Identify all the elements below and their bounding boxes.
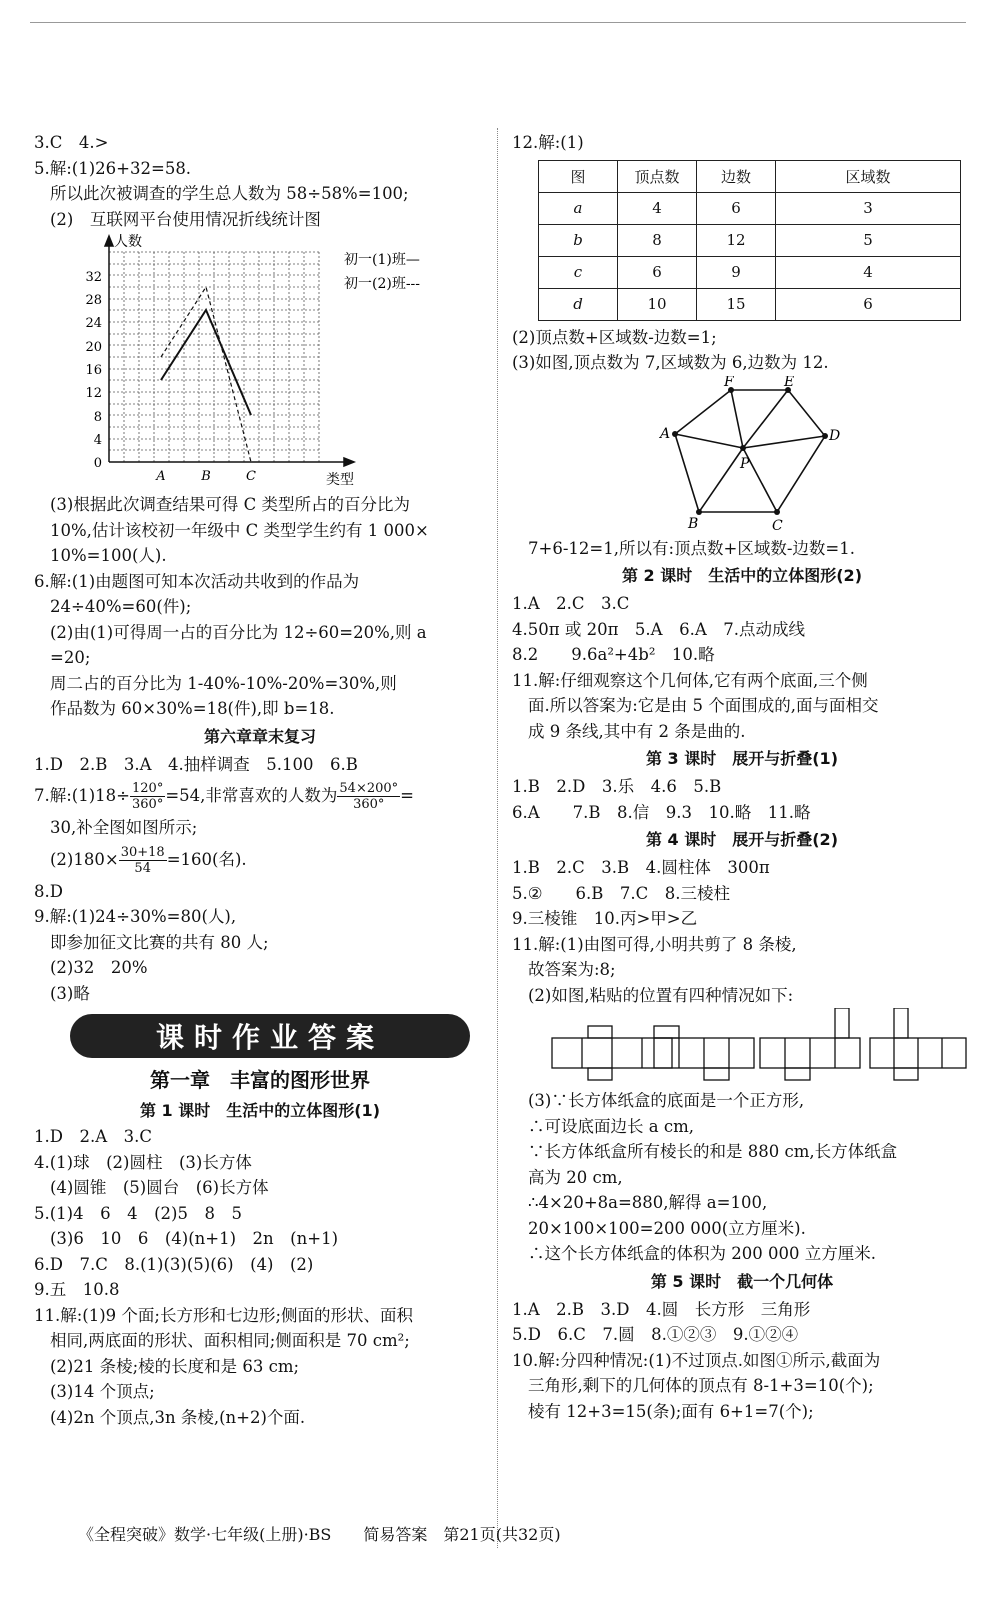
answer-line: 8.D xyxy=(34,881,63,901)
x-tick-label: A xyxy=(156,469,166,484)
answer-line: 所以此次被调查的学生总人数为 58÷58%=100; xyxy=(50,184,409,203)
y-tick-labels xyxy=(85,270,102,471)
answer-line: 6.解:(1)由题图可知本次活动共收到的作品为 xyxy=(34,571,360,591)
answer-line: 周二占的百分比为 1-40%-10%-20%=30%,则 xyxy=(50,673,397,693)
answer-line: 1.A 2.B 3.D 4.圆 长方形 三角形 xyxy=(512,1299,811,1319)
y-tick-label: 24 xyxy=(85,316,102,331)
answer-line: 24÷40%=60(件); xyxy=(50,597,192,616)
left-column xyxy=(34,130,486,1430)
text: = xyxy=(400,786,414,805)
column-divider xyxy=(497,128,498,1548)
answer-table xyxy=(538,160,961,321)
vertex-label: F xyxy=(724,375,734,390)
legend-class1: 初一(1)班— xyxy=(344,252,420,268)
y-axis-label: 人数 xyxy=(114,234,142,250)
answer-line: 1.B 2.C 3.B 4.圆柱体 300π xyxy=(512,858,770,877)
answer-line: 12.解:(1) xyxy=(512,133,584,152)
answer-line: 9.五 10.8 xyxy=(34,1280,120,1299)
text: 7.解:(1)18÷ xyxy=(34,786,130,805)
answer-line: ∴这个长方体纸盒的体积为 200 000 立方厘米. xyxy=(528,1244,876,1263)
answer-line: 即参加征文比赛的共有 80 人; xyxy=(50,932,269,952)
answer-line: 3.C 4.> xyxy=(34,133,109,152)
right-column xyxy=(512,130,972,1424)
answer-line-fraction xyxy=(34,841,486,879)
answer-line: (2)21 条棱;棱的长度和是 63 cm; xyxy=(50,1356,300,1376)
answer-line: 10.解:分四种情况:(1)不过顶点.如图①所示,截面为 xyxy=(512,1350,881,1370)
table-cell: 15 xyxy=(697,288,776,320)
table-header: 区域数 xyxy=(776,160,961,192)
text: =54,非常喜欢的人数为 xyxy=(165,786,338,805)
answer-line: 10%,估计该校初一年级中 C 类型学生约有 1 000× xyxy=(50,520,429,540)
table-cell: 10 xyxy=(618,288,697,320)
answer-line: =20; xyxy=(50,648,91,667)
answer-line: 9.三棱锥 10.丙>甲>乙 xyxy=(512,909,698,928)
x-tick-label: B xyxy=(201,469,211,484)
page-footer: 《全程突破》数学·七年级(上册)·BS 简易答案 第21页(共32页) xyxy=(78,1525,561,1544)
answer-line: 20×100×100=200 000(立方厘米). xyxy=(528,1218,806,1238)
answer-line: 作品数为 60×30%=18(件),即 b=18. xyxy=(50,699,335,718)
y-tick-label: 0 xyxy=(93,456,102,471)
answer-line: 4.(1)球 (2)圆柱 (3)长方体 xyxy=(34,1152,252,1172)
answer-line: 4.50π 或 20π 5.A 6.A 7.点动成线 xyxy=(512,619,805,639)
answer-line: (2)如图,粘贴的位置有四种情况如下: xyxy=(528,985,794,1005)
denominator: 54 xyxy=(134,860,151,876)
answer-line: (2)32 20% xyxy=(50,958,148,977)
table-row xyxy=(539,288,961,320)
table-header: 图 xyxy=(539,160,618,192)
fraction xyxy=(119,845,167,876)
answer-line: ∴4×20+8a=880,解得 a=100, xyxy=(528,1193,768,1212)
answer-line: (3)根据此次调查结果可得 C 类型所占的百分比为 xyxy=(50,495,410,514)
answer-line: 三角形,剩下的几何体的顶点有 8-1+3=10(个); xyxy=(528,1376,874,1395)
answer-line: 高为 20 cm, xyxy=(528,1167,623,1187)
vertex-label: P xyxy=(740,455,750,472)
answer-line: 5.② 6.B 7.C 8.三棱柱 xyxy=(512,883,731,903)
y-tick-label: 28 xyxy=(85,293,102,308)
vertex-label: C xyxy=(772,517,783,534)
line-chart xyxy=(64,232,484,492)
hexagon-figure xyxy=(512,376,972,536)
answer-line: 11.解:(1)由图可得,小明共剪了 8 条棱, xyxy=(512,934,797,954)
chapter-title: 第一章 丰富的图形世界 xyxy=(150,1068,370,1092)
table-cell: 9 xyxy=(697,256,776,288)
section-title: 第 4 课时 展开与折叠(2) xyxy=(645,830,839,849)
answer-line: ∴可设底面边长 a cm, xyxy=(528,1116,694,1136)
answer-line: 11.解:(1)9 个面;长方形和七边形;侧面的形状、面积 xyxy=(34,1305,414,1325)
numerator: 54×200° xyxy=(339,781,399,796)
answer-line: 10%=100(人). xyxy=(50,546,167,565)
answer-line: (3)6 10 6 (4)(n+1) 2n (n+1) xyxy=(50,1229,339,1248)
table-row xyxy=(539,224,961,256)
answer-line: 1.D 2.A 3.C xyxy=(34,1127,152,1146)
section-title: 第 1 课时 生活中的立体图形(1) xyxy=(139,1101,381,1120)
legend-class2: 初一(2)班--- xyxy=(344,276,421,292)
y-tick-label: 20 xyxy=(85,340,102,355)
fraction xyxy=(337,781,400,812)
answer-line: 30,补全图如图所示; xyxy=(50,818,198,837)
chart-caption: (2) 互联网平台使用情况折线统计图 xyxy=(50,209,321,229)
table-cell: 12 xyxy=(697,224,776,256)
series-class1-line xyxy=(161,310,251,415)
section-title: 第 5 课时 截一个几何体 xyxy=(650,1271,834,1291)
table-cell: a xyxy=(539,192,618,224)
answer-line: 1.D 2.B 3.A 4.抽样调查 5.100 6.B xyxy=(34,754,358,774)
table-row xyxy=(539,256,961,288)
answer-line: 5.解:(1)26+32=58. xyxy=(34,158,192,178)
table-cell: 5 xyxy=(776,224,961,256)
answer-line: 11.解:仔细观察这个几何体,它有两个底面,三个侧 xyxy=(512,670,868,690)
text: (2)180× xyxy=(50,849,119,869)
y-tick-label: 4 xyxy=(93,433,102,448)
answer-line: (2)由(1)可得周一占的百分比为 12÷60=20%,则 a xyxy=(50,622,427,642)
answer-line: 成 9 条线,其中有 2 条是曲的. xyxy=(528,721,746,741)
y-tick-label: 16 xyxy=(85,363,102,378)
vertex-label: D xyxy=(829,427,841,444)
answer-line: (4)2n 个顶点,3n 条棱,(n+2)个面. xyxy=(50,1407,306,1427)
table-cell: 6 xyxy=(776,288,961,320)
numerator: 120° xyxy=(132,781,164,796)
series-class2-line xyxy=(161,287,251,462)
chart-axes xyxy=(105,236,354,466)
answer-line: 5.(1)4 6 4 (2)5 8 5 xyxy=(34,1203,242,1223)
answer-line: (3)如图,顶点数为 7,区域数为 6,边数为 12. xyxy=(512,353,829,372)
box-nets-figure xyxy=(512,1008,972,1088)
vertex-label: A xyxy=(660,425,671,442)
x-tick-labels xyxy=(155,469,256,484)
table-header: 边数 xyxy=(697,160,776,192)
answer-line: (3)14 个顶点; xyxy=(50,1382,155,1401)
table-cell: d xyxy=(539,288,618,320)
table-cell: 8 xyxy=(618,224,697,256)
table-cell: 6 xyxy=(697,192,776,224)
answer-line: 1.B 2.D 3.乐 4.6 5.B xyxy=(512,777,722,796)
answer-line: 相同,两底面的形状、面积相同;侧面积是 70 cm²; xyxy=(50,1331,410,1350)
answer-line: 面.所以答案为:它是由 5 个面围成的,面与面相交 xyxy=(528,696,879,715)
table-row xyxy=(539,192,961,224)
section-title: 第 2 课时 生活中的立体图形(2) xyxy=(621,566,863,585)
answer-line: 故答案为:8; xyxy=(528,960,616,979)
top-rule xyxy=(30,22,966,23)
table-cell: c xyxy=(539,256,618,288)
fraction xyxy=(130,781,165,812)
table-cell: 3 xyxy=(776,192,961,224)
table-cell: 4 xyxy=(776,256,961,288)
answer-line: 7+6-12=1,所以有:顶点数+区域数-边数=1. xyxy=(528,538,855,558)
answer-line: 6.A 7.B 8.信 9.3 10.略 11.略 xyxy=(512,802,811,822)
answer-line: (3)∵长方体纸盒的底面是一个正方形, xyxy=(528,1091,805,1110)
table-cell: b xyxy=(539,224,618,256)
y-tick-label: 32 xyxy=(85,270,102,285)
section-title: 第六章章末复习 xyxy=(203,726,316,746)
table-cell: 6 xyxy=(618,256,697,288)
vertex-label: B xyxy=(688,515,699,532)
answer-line: 6.D 7.C 8.(1)(3)(5)(6) (4) (2) xyxy=(34,1254,314,1274)
answer-line: 9.解:(1)24÷30%=80(人), xyxy=(34,907,237,926)
chart-grid xyxy=(109,252,319,462)
vertex-label: E xyxy=(784,375,795,390)
y-tick-label: 12 xyxy=(85,386,102,401)
section-banner: 课时作业答案 xyxy=(70,1014,470,1058)
denominator: 360° xyxy=(132,797,164,812)
denominator: 360° xyxy=(353,797,385,812)
answer-line: (4)圆锥 (5)圆台 (6)长方体 xyxy=(50,1178,269,1197)
answer-line-fraction xyxy=(34,777,486,815)
section-title: 第 3 课时 展开与折叠(1) xyxy=(645,749,839,768)
x-axis-label: 类型 xyxy=(326,472,354,488)
y-tick-label: 8 xyxy=(93,410,102,425)
table-header: 顶点数 xyxy=(618,160,697,192)
table-cell: 4 xyxy=(618,192,697,224)
text: =160(名). xyxy=(166,849,247,869)
answer-line: 8.2 9.6a²+4b² 10.略 xyxy=(512,645,715,664)
table-header-row xyxy=(539,160,961,192)
numerator: 30+18 xyxy=(120,844,165,860)
answer-line: 棱有 12+3=15(条);面有 6+1=7(个); xyxy=(528,1401,814,1421)
answer-line: 5.D 6.C 7.圆 8.①②③ 9.①②④ xyxy=(512,1325,799,1344)
x-tick-label: C xyxy=(246,469,256,484)
answer-line: 1.A 2.C 3.C xyxy=(512,594,630,613)
answer-line: ∵长方体纸盒所有棱长的和是 880 cm,长方体纸盒 xyxy=(528,1142,898,1161)
answer-line: (3)略 xyxy=(50,983,90,1003)
answer-line: (2)顶点数+区域数-边数=1; xyxy=(512,327,717,347)
